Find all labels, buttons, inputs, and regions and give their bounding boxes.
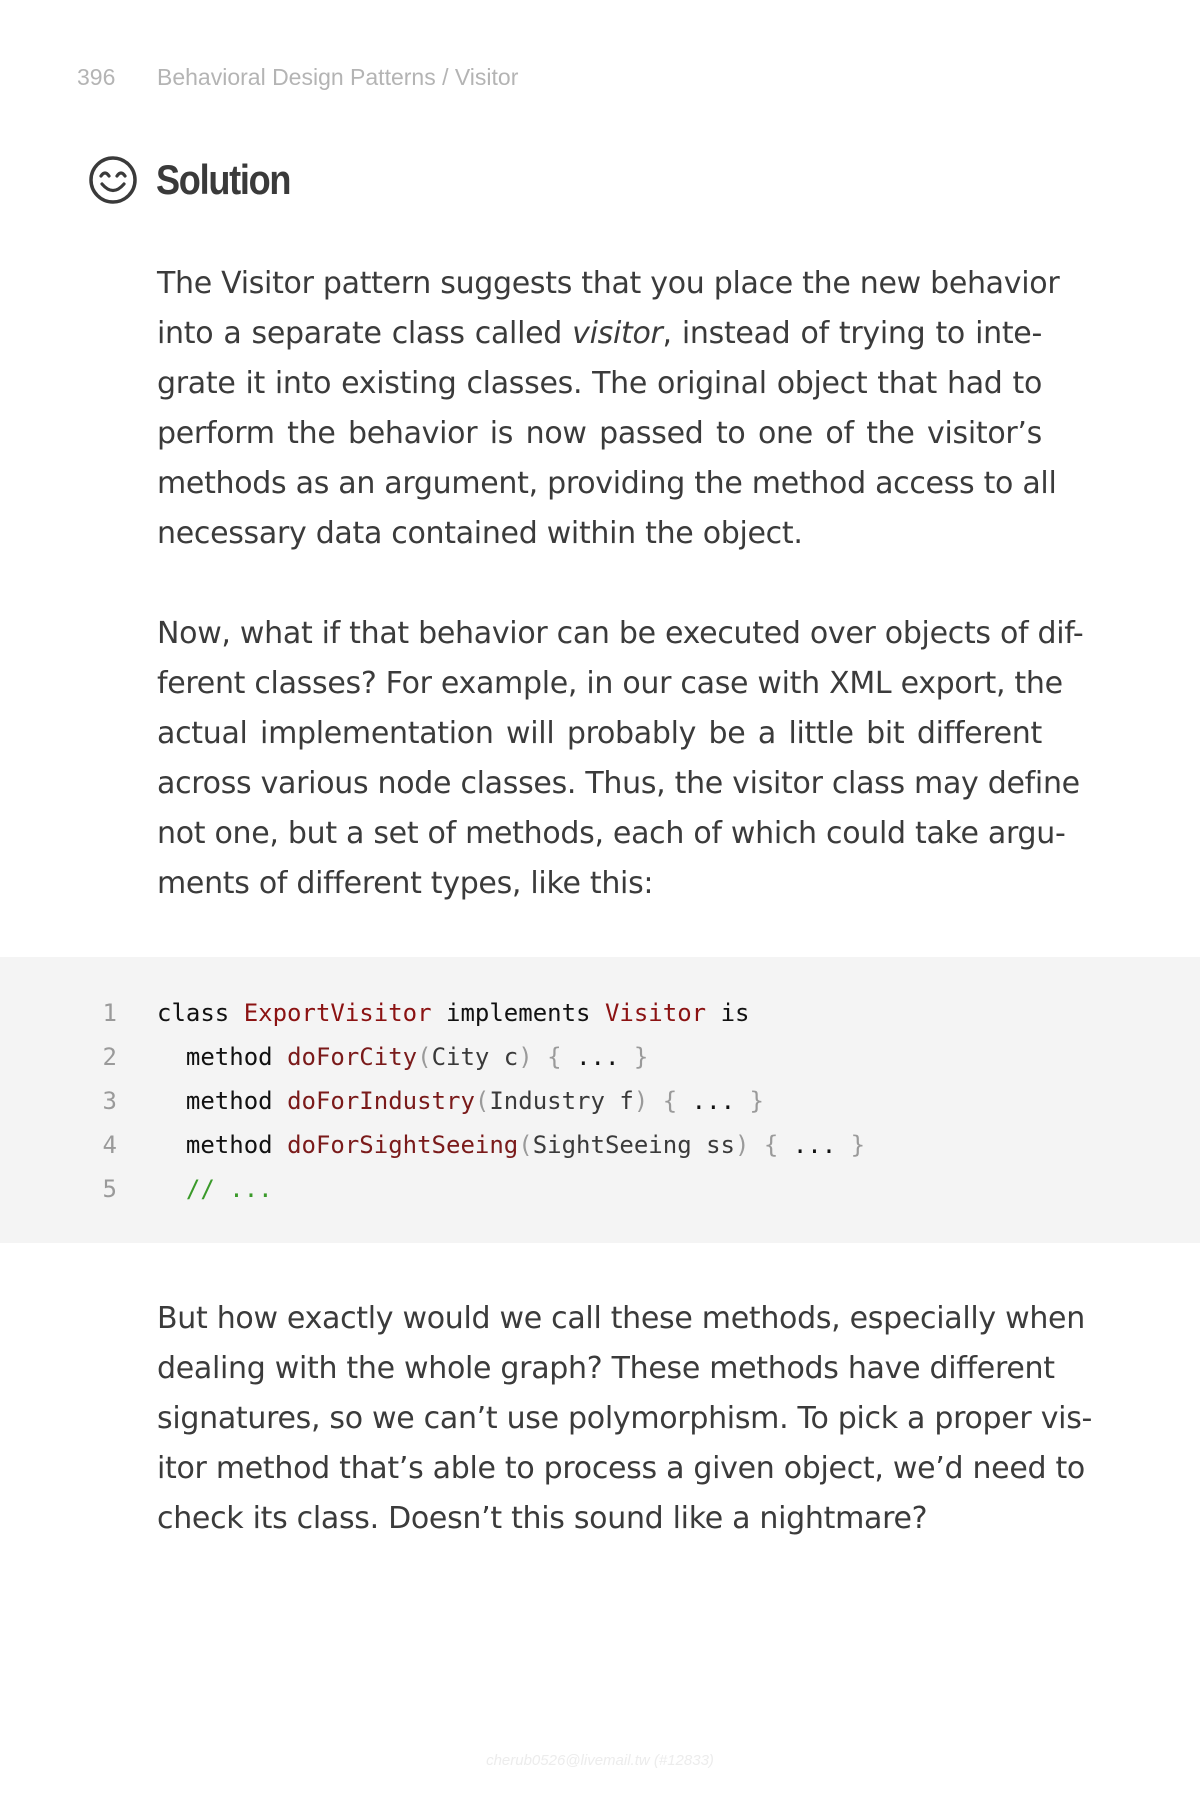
text-line: But how exactly would we call these methods, especially when <box>157 1301 1085 1336</box>
keyword: is <box>720 999 750 1027</box>
code-comment: // ... <box>185 1175 273 1203</box>
parameter: Industry f <box>489 1087 634 1115</box>
class-name: Visitor <box>604 999 707 1027</box>
text-line: across various node classes. Thus, the visitor class may define <box>157 766 1080 801</box>
text-fragment: into a separate class called <box>157 316 573 351</box>
ellipsis: ... <box>792 1131 837 1159</box>
text-line: check its class. Doesn’t this sound like a nightmare? <box>157 1501 928 1536</box>
parameter: SightSeeing ss <box>532 1131 735 1159</box>
page-number: 396 <box>77 64 116 90</box>
text-fragment: , instead of trying to inte- <box>662 316 1042 351</box>
section-heading <box>88 155 312 205</box>
method-name: doForCity <box>287 1043 418 1071</box>
text-line: perform the behavior is now passed to one of the visitor’s <box>157 416 1042 451</box>
punctuation: { <box>648 1087 692 1115</box>
line-number: 4 <box>102 1131 117 1159</box>
text-line: The Visitor pattern suggests that you place the new behavior <box>157 266 1060 301</box>
keyword: method <box>185 1043 273 1071</box>
text-line: itor method that’s able to process a given object, we’d need to <box>157 1451 1085 1486</box>
emphasized-term: visitor <box>572 316 663 351</box>
punctuation: ( <box>474 1087 490 1115</box>
code-line-1 <box>0 991 749 1035</box>
punctuation: } <box>836 1131 866 1159</box>
section-title: Solution <box>156 156 291 203</box>
code-line-3 <box>0 1079 764 1123</box>
text-line: ments of different types, like this: <box>157 866 654 901</box>
line-number: 1 <box>102 999 117 1027</box>
punctuation: { <box>532 1043 577 1071</box>
line-number: 2 <box>102 1043 117 1071</box>
punctuation: ) <box>633 1087 649 1115</box>
text-line: not one, but a set of methods, each of which could take argu- <box>157 816 1066 851</box>
breadcrumb: Behavioral Design Patterns / Visitor <box>157 64 519 90</box>
keyword: implements <box>446 999 591 1027</box>
punctuation: { <box>749 1131 793 1159</box>
method-name: doForSightSeeing <box>287 1131 519 1159</box>
watermark: cherub0526@livemail.tw (#12833) <box>486 1752 714 1769</box>
text-line <box>157 309 1042 359</box>
method-name: doForIndustry <box>287 1087 475 1115</box>
ellipsis: ... <box>691 1087 736 1115</box>
keyword: method <box>185 1131 273 1159</box>
paragraph-intro <box>157 259 1060 559</box>
punctuation: ( <box>417 1043 432 1071</box>
text-line: methods as an argument, providing the method access to all <box>157 466 1057 501</box>
paragraph-multiple-classes <box>157 609 1084 909</box>
class-name: ExportVisitor <box>243 999 432 1027</box>
paragraph-problem <box>157 1294 1093 1544</box>
text-line: dealing with the whole graph? These methods have different <box>157 1351 1055 1386</box>
keyword: method <box>185 1087 273 1115</box>
text-line: necessary data contained within the object. <box>157 516 803 551</box>
parameter: City c <box>431 1043 519 1071</box>
running-header <box>77 64 518 91</box>
text-line: Now, what if that behavior can be executed over objects of dif- <box>157 616 1084 651</box>
code-line-4 <box>0 1123 865 1167</box>
code-block <box>0 957 1200 1243</box>
smiling-face-icon <box>88 155 138 205</box>
punctuation: } <box>619 1043 649 1071</box>
text-line: signatures, so we can’t use polymorphism. To pick a proper vis- <box>157 1401 1093 1436</box>
punctuation: ( <box>518 1131 533 1159</box>
punctuation: ) <box>735 1131 750 1159</box>
line-number: 3 <box>102 1087 117 1115</box>
text-line: actual implementation will probably be a little bit different <box>157 716 1042 751</box>
punctuation: ) <box>518 1043 533 1071</box>
keyword: class <box>157 999 230 1027</box>
ellipsis: ... <box>576 1043 620 1071</box>
punctuation: } <box>735 1087 764 1115</box>
text-line: grate it into existing classes. The original object that had to <box>157 366 1042 401</box>
code-line-2 <box>0 1035 648 1079</box>
code-line-5 <box>0 1167 273 1211</box>
line-number: 5 <box>102 1175 117 1203</box>
text-line: ferent classes? For example, in our case with XML export, the <box>157 666 1063 701</box>
